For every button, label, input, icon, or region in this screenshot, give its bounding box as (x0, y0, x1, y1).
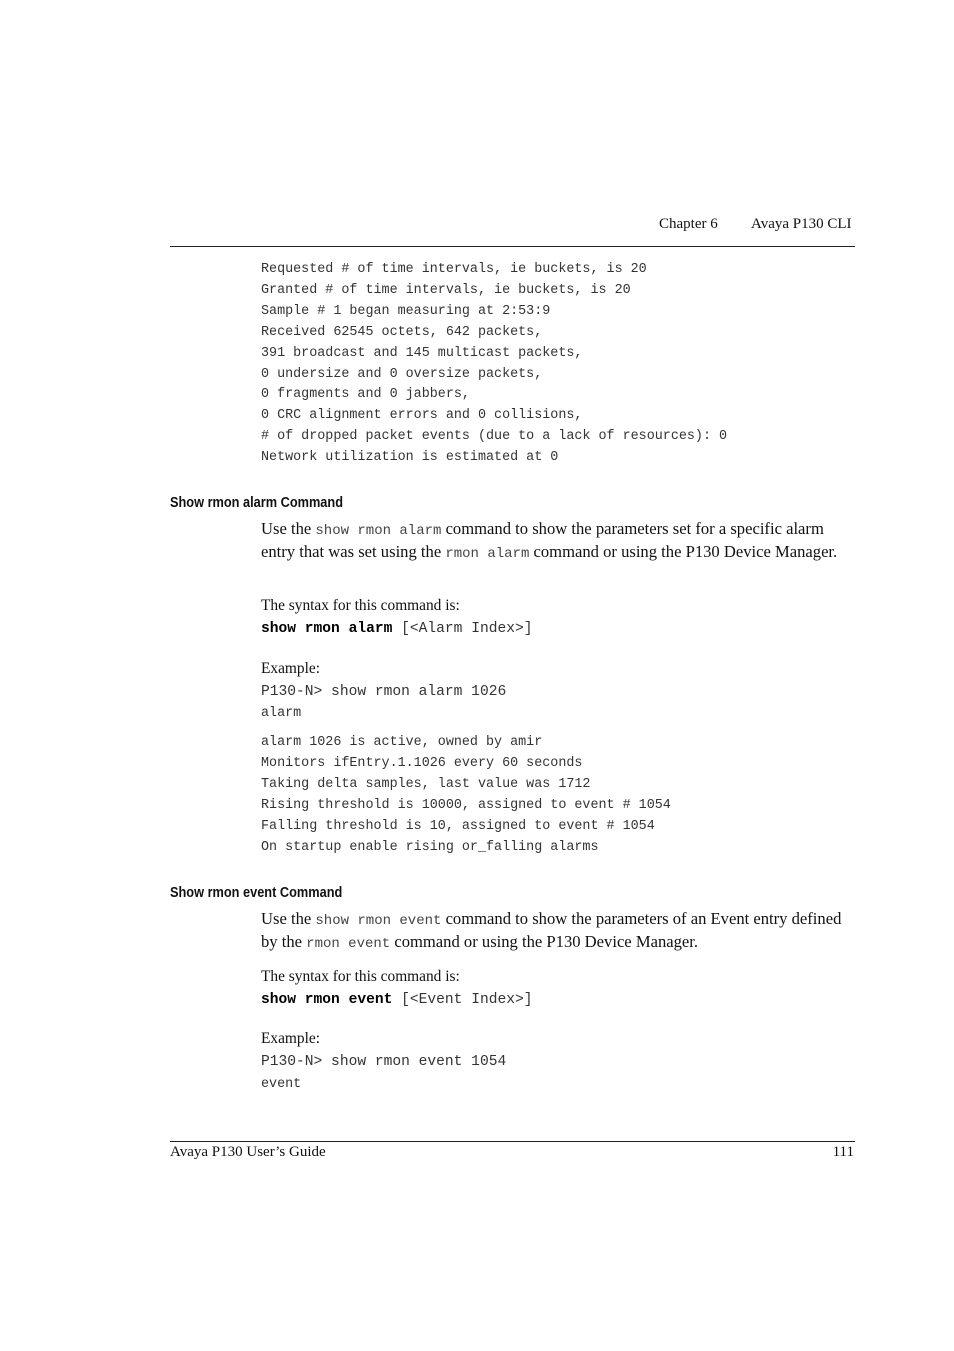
header-section: Avaya P130 CLI (751, 216, 852, 232)
code-line: Rising threshold is 10000, assigned to event # 1054 (261, 797, 671, 813)
inline-code: show rmon alarm (315, 523, 442, 539)
footer-rule (170, 1141, 855, 1142)
code-line: Received 62545 octets, 642 packets, (261, 324, 543, 340)
code-line: Monitors ifEntry.1.1026 every 60 seconds (261, 755, 583, 771)
inline-code: show rmon event (315, 913, 442, 929)
code-line: Requested # of time intervals, ie buckets, is 20 (261, 262, 647, 277)
syntax-command: show rmon event (261, 992, 393, 1008)
example-command: P130-N> show rmon event 1054 (261, 1054, 507, 1070)
example-label: Example: (261, 1030, 320, 1047)
code-line: # of dropped packet events (due to a lack of resources): 0 (261, 429, 728, 445)
code-line: 391 broadcast and 145 multicast packets, (261, 345, 583, 361)
code-line: Taking delta samples, last value was 1712 (261, 776, 591, 792)
event-syntax (261, 992, 533, 1008)
code-line: 0 fragments and 0 jabbers, (261, 387, 470, 403)
text: command to show the parameters set for a specific alarm entry that was set using the (261, 519, 824, 561)
example-label: Example: (261, 660, 320, 677)
section-heading-alarm: Show rmon alarm Command (170, 495, 344, 511)
code-line: event (261, 1077, 302, 1092)
header-chapter: Chapter 6 (659, 216, 718, 232)
text: command or using the P130 Device Manager. (390, 931, 699, 951)
code-line: Sample # 1 began measuring at 2:53:9 (261, 303, 551, 319)
code-line: alarm 1026 is active, owned by amir (261, 735, 543, 750)
text: Use the (261, 909, 316, 928)
syntax-intro: The syntax for this command is: (261, 968, 460, 985)
code-line: 0 CRC alignment errors and 0 collisions, (261, 408, 583, 424)
code-line: On startup enable rising or_falling alarms (261, 839, 599, 855)
page-number: 111 (832, 1144, 854, 1160)
example-type (261, 1075, 301, 1096)
text: command to show the parameters of an Event entry defined by the (261, 909, 842, 951)
code-line: Granted # of time intervals, ie buckets, is 20 (261, 282, 631, 298)
syntax-command: show rmon alarm (261, 621, 393, 637)
alarm-description (261, 519, 861, 564)
inline-code: rmon event (306, 935, 391, 952)
syntax-intro: The syntax for this command is: (261, 597, 460, 614)
code-line: alarm (261, 706, 302, 721)
code-line: Network utilization is estimated at 0 (261, 450, 559, 466)
statistics-output (261, 260, 727, 469)
syntax-argument: [<Alarm Index>] (392, 621, 533, 637)
example-type (261, 704, 301, 725)
code-line: 0 undersize and 0 oversize packets, (261, 366, 543, 382)
inline-code: rmon alarm (445, 545, 530, 562)
footer-title: Avaya P130 User’s Guide (170, 1144, 326, 1160)
text: Use the (261, 519, 316, 538)
example-command: P130-N> show rmon alarm 1026 (261, 684, 507, 700)
alarm-syntax (261, 621, 533, 637)
syntax-argument: [<Event Index>] (392, 992, 533, 1008)
section-heading-event: Show rmon event Command (170, 885, 343, 901)
text: command or using the P130 Device Manager. (529, 541, 838, 561)
event-description (261, 909, 861, 954)
header-rule (170, 246, 855, 247)
alarm-output (261, 733, 671, 858)
code-line: Falling threshold is 10, assigned to event # 1054 (261, 818, 655, 834)
